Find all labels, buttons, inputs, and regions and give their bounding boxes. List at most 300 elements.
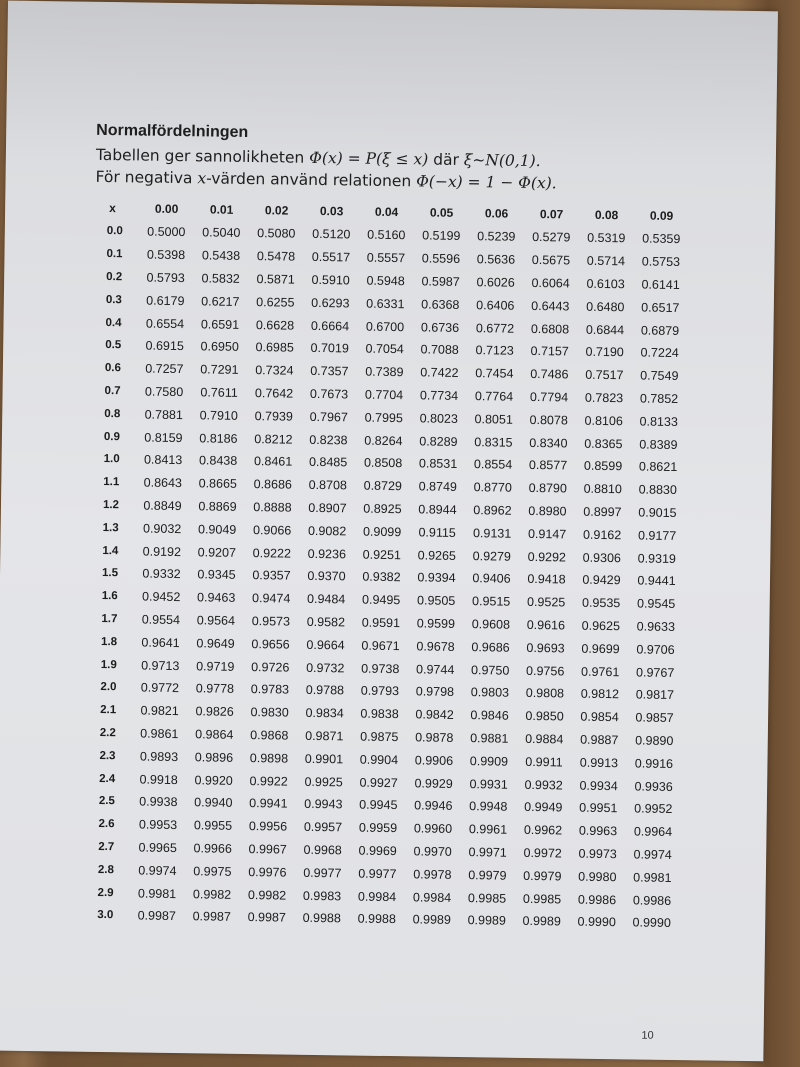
table-cell: 0.8554 xyxy=(473,457,513,473)
table-cell: 0.6664 xyxy=(310,318,350,333)
line2-mid-text: -värden använd relationen xyxy=(206,169,417,191)
table-cell: 0.9616 xyxy=(526,617,566,633)
table-cell: 0.9987 xyxy=(192,909,231,925)
table-cell: 0.9515 xyxy=(471,594,511,609)
table-cell: 0.6628 xyxy=(255,317,295,333)
table-cell: 0.6255 xyxy=(256,294,295,310)
table-cell: 0.9969 xyxy=(358,843,397,859)
table-cell: 0.8159 xyxy=(144,430,183,445)
table-cell: 0.9953 xyxy=(138,817,178,833)
table-cell: 0.9931 xyxy=(469,776,508,792)
table-cell: 0.9319 xyxy=(637,551,677,566)
table-cell: 0.9625 xyxy=(581,618,621,634)
table-cell: 0.9808 xyxy=(525,686,565,701)
table-cell: 0.9957 xyxy=(303,819,343,835)
table-cell: 0.8599 xyxy=(583,459,623,474)
table-cell: 0.9798 xyxy=(415,684,455,700)
table-cell: 0.5832 xyxy=(201,271,240,286)
normal-distribution-table xyxy=(95,195,689,935)
table-cell: 0.9934 xyxy=(579,778,618,793)
table-cell: 0.9982 xyxy=(247,887,287,903)
table-cell: 0.8888 xyxy=(253,500,292,515)
table-cell: 0.9817 xyxy=(635,687,675,703)
table-cell: 0.9988 xyxy=(302,911,341,926)
table-cell: 0.9591 xyxy=(361,615,401,631)
table-cell: 0.9463 xyxy=(197,590,236,605)
line1-formula: Φ(x) = P(ξ ≤ x) xyxy=(309,148,429,169)
table-cell: 0.9987 xyxy=(137,908,176,924)
table-cell: 0.8907 xyxy=(308,500,347,516)
table-cell: 0.9927 xyxy=(359,775,398,790)
table-cell: 0.6480 xyxy=(586,299,625,315)
table-cell: 0.7157 xyxy=(530,344,569,359)
table-cell: 0.6179 xyxy=(146,293,185,308)
table-cell: 0.8997 xyxy=(583,504,622,520)
table-cell: 0.9838 xyxy=(360,706,399,722)
row-x-label: 2.4 xyxy=(99,772,116,785)
table-cell: 0.9989 xyxy=(522,914,561,929)
table-cell: 0.7673 xyxy=(309,386,349,402)
table-cell: 0.8023 xyxy=(419,411,458,426)
table-cell: 0.9986 xyxy=(632,892,672,908)
table-cell: 0.9981 xyxy=(137,886,177,901)
column-header: 0.01 xyxy=(209,201,234,217)
table-cell: 0.9918 xyxy=(139,772,178,787)
table-cell: 0.9936 xyxy=(634,778,673,794)
table-cell: 0.9207 xyxy=(197,544,237,560)
table-cell: 0.5517 xyxy=(311,250,351,265)
row-x-label: 1.2 xyxy=(102,498,120,512)
table-cell: 0.9505 xyxy=(416,593,456,609)
table-cell: 0.9177 xyxy=(637,528,677,543)
column-header: 0.04 xyxy=(374,204,399,219)
table-cell: 0.9974 xyxy=(633,847,672,862)
table-cell: 0.5199 xyxy=(422,228,461,244)
table-cell: 0.9938 xyxy=(139,794,178,810)
table-cell: 0.8340 xyxy=(529,435,568,451)
table-cell: 0.8365 xyxy=(584,436,623,451)
table-cell: 0.9956 xyxy=(248,819,288,834)
table-cell: 0.9099 xyxy=(362,524,402,539)
table-cell: 0.9972 xyxy=(523,845,562,861)
table-cell: 0.9861 xyxy=(140,726,179,741)
table-cell: 0.9979 xyxy=(523,868,562,884)
table-cell: 0.8643 xyxy=(143,475,183,491)
table-cell: 0.9693 xyxy=(526,640,565,656)
description-line-2 xyxy=(95,168,556,192)
table-cell: 0.9345 xyxy=(197,567,236,583)
row-x-label: 1.1 xyxy=(103,476,120,489)
table-cell: 0.9959 xyxy=(358,820,398,836)
table-cell: 0.9082 xyxy=(307,523,347,539)
table-cell: 0.9916 xyxy=(634,756,674,771)
table-cell: 0.9857 xyxy=(635,710,674,726)
page-number: 10 xyxy=(641,1029,654,1042)
table-cell: 0.7995 xyxy=(364,410,403,425)
table-cell: 0.5793 xyxy=(146,270,185,286)
table-cell: 0.5714 xyxy=(586,253,626,269)
table-cell: 0.6808 xyxy=(530,321,570,337)
table-cell: 0.9292 xyxy=(527,549,567,565)
table-cell: 0.9901 xyxy=(304,751,344,767)
table-cell: 0.9382 xyxy=(362,569,401,585)
table-cell: 0.9495 xyxy=(361,592,401,608)
paper-sheet xyxy=(0,1,778,1062)
table-cell: 0.9222 xyxy=(252,545,292,561)
table-cell: 0.8749 xyxy=(418,479,457,495)
table-cell: 0.9898 xyxy=(249,750,289,766)
table-cell: 0.9772 xyxy=(140,680,180,696)
table-cell: 0.7422 xyxy=(420,365,459,381)
table-cell: 0.9979 xyxy=(468,867,507,883)
table-cell: 0.7734 xyxy=(419,388,459,403)
table-cell: 0.8869 xyxy=(198,499,237,514)
row-x-label: 1.7 xyxy=(101,612,118,626)
table-cell: 0.9115 xyxy=(418,525,456,540)
description-line-1 xyxy=(96,146,557,170)
table-cell: 0.9332 xyxy=(142,566,181,582)
table-cell: 0.9049 xyxy=(197,522,237,537)
table-body xyxy=(95,220,689,935)
table-cell: 0.9911 xyxy=(525,754,563,770)
table-cell: 0.9951 xyxy=(579,800,618,816)
table-cell: 0.9887 xyxy=(580,732,619,748)
table-cell: 0.8264 xyxy=(364,433,403,448)
table-cell: 0.9989 xyxy=(467,913,506,928)
table-cell: 0.9868 xyxy=(250,727,289,743)
table-cell: 0.8944 xyxy=(418,502,457,517)
table-cell: 0.5871 xyxy=(256,272,295,287)
table-cell: 0.9945 xyxy=(359,797,398,813)
table-cell: 0.8485 xyxy=(308,455,348,470)
table-cell: 0.8289 xyxy=(419,433,458,449)
table-cell: 0.8133 xyxy=(639,414,678,429)
table-cell: 0.8980 xyxy=(528,503,567,519)
table-cell: 0.7486 xyxy=(530,367,569,382)
table-cell: 0.9984 xyxy=(412,889,452,905)
table-cell: 0.9987 xyxy=(247,910,286,925)
table-cell: 0.9981 xyxy=(633,870,672,885)
table-cell: 0.8810 xyxy=(583,481,622,497)
table-cell: 0.9904 xyxy=(359,752,399,767)
table-cell: 0.9929 xyxy=(414,775,453,791)
table-cell: 0.9920 xyxy=(194,772,233,788)
table-cell: 0.9893 xyxy=(139,749,179,764)
table-cell: 0.9744 xyxy=(416,661,455,677)
table-cell: 0.8106 xyxy=(584,413,623,429)
table-cell: 0.6700 xyxy=(365,319,405,334)
table-cell: 0.8577 xyxy=(528,458,568,473)
table-cell: 0.9971 xyxy=(468,845,507,860)
table-cell: 0.9554 xyxy=(141,612,181,628)
table-cell: 0.9984 xyxy=(357,889,397,904)
table-cell: 0.9793 xyxy=(360,683,400,699)
table-cell: 0.9878 xyxy=(415,730,454,745)
table-cell: 0.9778 xyxy=(195,681,235,697)
table-cell: 0.9678 xyxy=(416,639,455,654)
table-cell: 0.7549 xyxy=(640,368,679,384)
table-cell: 0.8389 xyxy=(639,437,678,452)
table-cell: 0.9783 xyxy=(250,682,290,697)
table-cell: 0.9147 xyxy=(527,526,567,542)
table-cell: 0.5596 xyxy=(421,251,461,267)
table-cell: 0.6591 xyxy=(200,316,240,332)
table-cell: 0.8925 xyxy=(363,501,402,517)
table-cell: 0.7123 xyxy=(475,343,514,359)
table-cell: 0.9192 xyxy=(142,544,182,559)
table-cell: 0.9913 xyxy=(579,755,619,770)
table-cell: 0.9726 xyxy=(251,659,290,675)
table-cell: 0.9394 xyxy=(417,570,456,586)
line1-text: Tabellen ger sannolikheten xyxy=(95,145,310,167)
table-cell: 0.7704 xyxy=(364,387,404,403)
table-cell: 0.9940 xyxy=(194,795,233,811)
table-cell: 0.8849 xyxy=(143,498,182,514)
table-cell: 0.9761 xyxy=(581,664,620,679)
table-cell: 0.8315 xyxy=(474,434,513,450)
row-x-label: 1.6 xyxy=(101,590,118,603)
row-x-label: 1.8 xyxy=(101,635,118,648)
row-x-label: 1.4 xyxy=(102,544,119,557)
table-cell: 0.8770 xyxy=(473,480,512,495)
table-cell: 0.5987 xyxy=(421,274,460,289)
table-cell: 0.9968 xyxy=(303,842,342,858)
table-cell: 0.7190 xyxy=(585,345,624,360)
table-cell: 0.6517 xyxy=(641,300,680,315)
table-cell: 0.9983 xyxy=(302,888,342,903)
table-cell: 0.9977 xyxy=(303,865,342,881)
table-cell: 0.7291 xyxy=(200,362,239,378)
table-cell: 0.9826 xyxy=(195,704,234,719)
row-x-label: 1.9 xyxy=(100,658,117,671)
table-cell: 0.9960 xyxy=(413,821,453,837)
row-x-label: 0.3 xyxy=(105,293,122,307)
line1-mid-text: där xyxy=(428,150,464,170)
table-cell: 0.6950 xyxy=(200,339,239,355)
row-x-label: 0.6 xyxy=(104,362,121,375)
table-cell: 0.9976 xyxy=(248,864,287,880)
table-cell: 0.9357 xyxy=(252,568,291,583)
table-cell: 0.5478 xyxy=(256,249,296,264)
table-cell: 0.9980 xyxy=(578,869,617,884)
table-cell: 0.9965 xyxy=(138,840,177,855)
row-x-label: 2.0 xyxy=(100,681,117,694)
row-x-label: 2.6 xyxy=(98,818,115,831)
line2-variable: x xyxy=(197,169,207,188)
table-cell: 0.9948 xyxy=(469,799,508,814)
table-cell: 0.9986 xyxy=(577,892,617,907)
column-header: 0.05 xyxy=(429,205,454,220)
table-cell: 0.9941 xyxy=(249,796,288,811)
table-cell: 0.9985 xyxy=(522,891,562,906)
table-cell: 0.9719 xyxy=(196,658,235,674)
table-cell: 0.9977 xyxy=(358,866,397,881)
table-cell: 0.9265 xyxy=(417,547,457,563)
table-cell: 0.9573 xyxy=(251,614,291,629)
table-cell: 0.9871 xyxy=(305,728,344,744)
table-cell: 0.9251 xyxy=(362,547,402,562)
table-cell: 0.7517 xyxy=(585,367,624,383)
table-cell: 0.7939 xyxy=(254,408,293,424)
table-cell: 0.9834 xyxy=(305,705,344,721)
table-cell: 0.9967 xyxy=(248,841,287,857)
row-x-label: 2.5 xyxy=(98,795,115,808)
table-cell: 0.9686 xyxy=(471,639,510,655)
table-cell: 0.9850 xyxy=(525,709,564,724)
row-x-label: 0.2 xyxy=(106,271,123,284)
table-cell: 0.8708 xyxy=(308,478,348,493)
table-cell: 0.9767 xyxy=(636,664,675,680)
table-cell: 0.8962 xyxy=(473,503,512,518)
table-cell: 0.9812 xyxy=(580,687,620,702)
row-x-label: 1.0 xyxy=(103,453,120,466)
table-cell: 0.9925 xyxy=(304,774,343,789)
table-cell: 0.5040 xyxy=(202,225,241,241)
table-cell: 0.9864 xyxy=(195,727,234,742)
table-cell: 0.9982 xyxy=(192,886,232,902)
table-cell: 0.6331 xyxy=(366,296,405,311)
table-cell: 0.5636 xyxy=(476,252,516,267)
table-cell: 0.7910 xyxy=(199,408,238,423)
table-cell: 0.9922 xyxy=(249,773,288,789)
table-cell: 0.9732 xyxy=(306,660,345,675)
column-header: 0.09 xyxy=(649,208,674,223)
table-cell: 0.9599 xyxy=(416,616,456,631)
table-cell: 0.8830 xyxy=(638,482,677,498)
table-cell: 0.6217 xyxy=(201,294,240,309)
table-cell: 0.9963 xyxy=(578,823,618,839)
table-cell: 0.9788 xyxy=(305,683,345,698)
column-header: 0.02 xyxy=(264,202,289,218)
table-cell: 0.9884 xyxy=(525,731,564,747)
column-header: 0.08 xyxy=(594,207,619,222)
table-cell: 0.7357 xyxy=(310,364,349,379)
table-cell: 0.8238 xyxy=(309,432,348,447)
row-x-label: 0.1 xyxy=(106,248,123,261)
table-cell: 0.5000 xyxy=(147,224,186,240)
table-cell: 0.9990 xyxy=(577,914,616,930)
table-cell: 0.5279 xyxy=(532,230,571,245)
table-cell: 0.9974 xyxy=(138,863,177,878)
table-cell: 0.6443 xyxy=(531,298,570,314)
table-cell: 0.9955 xyxy=(193,818,233,833)
table-cell: 0.5398 xyxy=(146,247,186,263)
table-cell: 0.9973 xyxy=(578,846,617,862)
table-cell: 0.9706 xyxy=(636,642,675,657)
table-cell: 0.6879 xyxy=(640,323,680,338)
table-cell: 0.7967 xyxy=(309,409,348,425)
table-cell: 0.6064 xyxy=(531,275,570,291)
table-cell: 0.9474 xyxy=(251,591,291,606)
row-x-label: 2.2 xyxy=(99,726,116,740)
corner-header: x xyxy=(109,200,116,215)
column-header: 0.00 xyxy=(154,201,179,216)
row-x-label: 2.1 xyxy=(100,704,117,717)
table-cell: 0.5675 xyxy=(531,253,571,268)
table-cell: 0.9949 xyxy=(524,800,563,815)
table-cell: 0.9525 xyxy=(526,595,566,610)
line2-text: För negativa xyxy=(95,167,198,188)
table-cell: 0.6915 xyxy=(145,338,184,354)
table-cell: 0.7852 xyxy=(639,391,679,406)
table-cell: 0.9162 xyxy=(582,527,622,542)
table-cell: 0.9564 xyxy=(196,613,236,628)
table-cell: 0.5120 xyxy=(312,227,351,242)
table-cell: 0.9932 xyxy=(524,777,563,792)
table-cell: 0.9664 xyxy=(306,637,345,653)
table-cell: 0.7764 xyxy=(474,389,514,404)
table-cell: 0.5910 xyxy=(311,272,350,288)
table-cell: 0.9881 xyxy=(470,731,509,746)
table-cell: 0.9975 xyxy=(193,863,232,879)
table-cell: 0.8508 xyxy=(363,455,403,471)
table-cell: 0.6406 xyxy=(476,297,515,313)
table-cell: 0.7088 xyxy=(420,342,459,358)
table-cell: 0.6141 xyxy=(641,277,680,293)
table-cell: 0.9306 xyxy=(582,550,622,565)
table-cell: 0.9990 xyxy=(632,915,671,931)
table-cell: 0.9946 xyxy=(414,798,453,814)
table-cell: 0.9952 xyxy=(634,801,673,817)
table-cell: 0.9830 xyxy=(250,705,289,720)
row-x-label: 2.3 xyxy=(99,749,116,762)
table-cell: 0.5080 xyxy=(257,226,296,242)
table-cell: 0.9649 xyxy=(196,636,235,651)
line2-formula: Φ(−x) = 1 − Φ(x). xyxy=(416,172,557,193)
table-cell: 0.9821 xyxy=(140,703,179,719)
table-cell: 0.9370 xyxy=(307,569,346,584)
table-cell: 0.9713 xyxy=(141,658,180,673)
table-cell: 0.7454 xyxy=(475,366,514,381)
table-cell: 0.9854 xyxy=(580,709,619,725)
column-header: 0.03 xyxy=(319,203,344,218)
page-title: Normalfördelningen xyxy=(96,121,249,141)
row-x-label: 2.8 xyxy=(97,863,114,876)
row-x-label: 2.7 xyxy=(98,840,115,854)
table-cell: 0.9633 xyxy=(636,619,676,634)
table-cell: 0.7881 xyxy=(144,407,183,422)
table-cell: 0.8212 xyxy=(254,431,293,447)
table-cell: 0.9484 xyxy=(306,591,346,607)
table-cell: 0.6293 xyxy=(311,295,350,311)
table-cell: 0.9896 xyxy=(194,750,234,765)
table-cell: 0.9131 xyxy=(472,525,512,541)
document-heading xyxy=(95,122,557,196)
table-cell: 0.9429 xyxy=(582,573,621,588)
table-cell: 0.9608 xyxy=(471,617,511,632)
table-cell: 0.5239 xyxy=(477,229,516,245)
table-cell: 0.9750 xyxy=(471,662,510,678)
row-x-label: 0.9 xyxy=(103,430,121,443)
table-cell: 0.9988 xyxy=(357,911,396,927)
table-cell: 0.9875 xyxy=(360,729,399,745)
row-x-label: 0.5 xyxy=(105,339,122,352)
table-cell: 0.5319 xyxy=(587,231,626,246)
table-cell: 0.8186 xyxy=(199,430,238,446)
table-cell: 0.9756 xyxy=(526,663,565,678)
table-cell: 0.7580 xyxy=(144,384,184,400)
table-cell: 0.9452 xyxy=(142,589,181,605)
row-x-label: 1.3 xyxy=(102,521,119,534)
table-cell: 0.5557 xyxy=(366,250,406,266)
table-cell: 0.9890 xyxy=(635,733,674,748)
table-cell: 0.7257 xyxy=(145,361,184,377)
row-x-label: 2.9 xyxy=(97,886,114,899)
table-cell: 0.9842 xyxy=(415,707,454,723)
table-cell: 0.9418 xyxy=(527,572,566,587)
table-cell: 0.8729 xyxy=(363,478,403,494)
table-cell: 0.9545 xyxy=(636,596,676,612)
